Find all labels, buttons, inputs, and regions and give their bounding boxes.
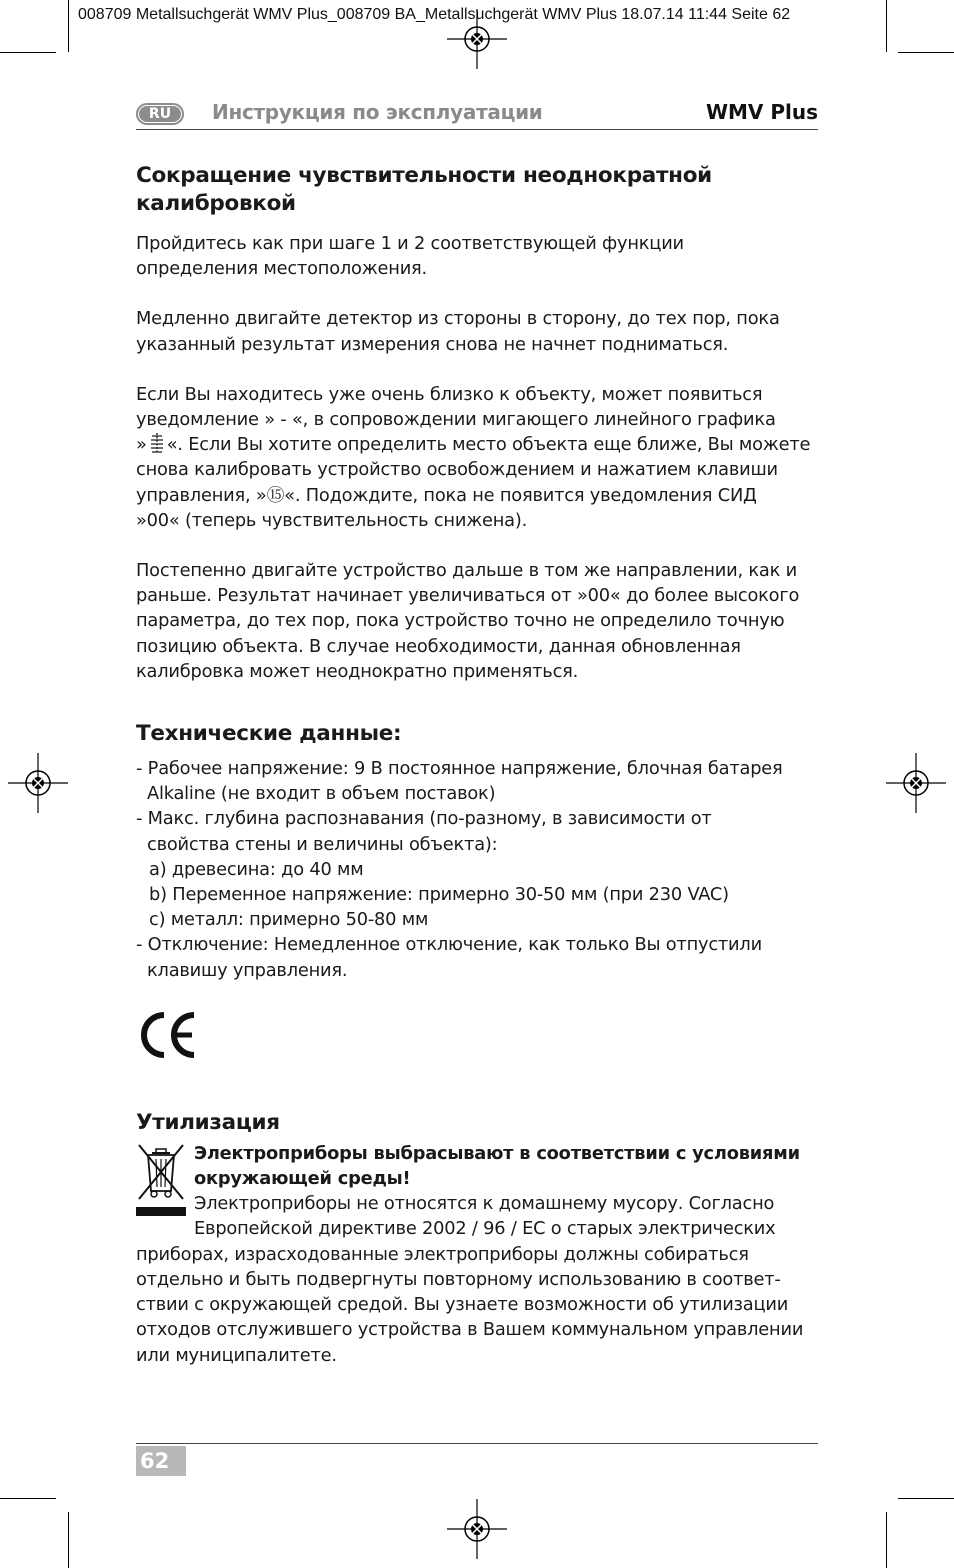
list-item [136,806,820,856]
registration-mark-icon [447,1499,507,1559]
sub-item: b) Переменное напряжение: примерно 30-50 мм (при 230 VAC) [149,884,729,906]
text-line: уведомление » - «, в сопровождении мигающего линейного графика [136,409,776,431]
footer-rule [136,1443,818,1444]
text-line: Если Вы находитесь уже очень близко к объекту, может появиться [136,383,763,405]
sub-item: c) металл: примерно 50-80 мм [149,909,429,931]
text-line: - Рабочее напряжение: 9 В постоянное напряжение, блочная батарея [136,758,783,780]
disposal-block [136,1141,820,1368]
language-badge: RU [136,103,184,125]
header-title: Инструкция по эксплуатации [212,100,543,124]
text-line: раньше. Результат начинает увеличиваться от »00« до более высокого [136,585,800,607]
text-line: Электроприборы не относятся к домашнему мусору. Согласно [194,1193,775,1215]
text-line: параметра, до тех пор, пока устройство точно не определило точную [136,610,785,632]
text-line: калибровка может неоднократно применяться. [136,660,579,682]
paragraph [136,306,820,356]
section-heading-tech-data: Технические данные: [136,721,402,747]
text-fragment: «. Если Вы хотите определить место объекта еще ближе, Вы можете [166,434,811,456]
bar-graph-icon [147,433,167,453]
crop-mark [0,52,56,53]
text-line: - Отключение: Немедленное отключение, как только Вы отпустили [136,934,762,956]
crop-mark [898,52,954,53]
text-line: - Макс. глубина распознавания (по-разному, в зависимости от [136,808,712,830]
text-line: свойства стены и величины объекта): [147,833,498,855]
crossed-bin-icon [136,1141,186,1221]
header-rule [136,129,818,130]
bold-notice: Электроприборы выбрасывают в соответствии с условиями [194,1142,800,1164]
text-line: Пройдитесь как при шаге 1 и 2 соответствующей функции [136,233,684,254]
text-line: определения местоположения. [136,258,428,280]
crop-mark [886,0,887,52]
heading-line: Сокращение чувствительности неоднократной [136,163,712,188]
text-line: клавишу управления. [147,959,348,981]
running-header [136,100,818,130]
crop-mark [68,1512,69,1568]
header-model: WMV Plus [705,100,818,124]
page-footer [136,1443,818,1473]
page-content [136,162,820,1368]
text-line: указанный результат измерения снова не начнет подниматься. [136,333,729,355]
paragraph [136,558,820,684]
text-line: приборах, израсходованные электроприборы должны собираться [136,1243,749,1265]
text-line: Медленно двигайте детектор из стороны в сторону, до тех пор, пока [136,308,780,330]
registration-mark-icon [8,753,68,813]
section-heading-calibration [136,162,820,218]
text-line: Европейской директиве 2002 / 96 / ЕС о старых электрических [194,1218,776,1240]
registration-mark-icon [886,753,946,813]
bold-notice: окружающей среды! [194,1168,411,1190]
list-item [136,756,820,806]
section-heading-disposal: Утилизация [136,1109,280,1135]
page-number: 62 [136,1446,186,1476]
crop-mark [898,1498,954,1499]
text-line: управления, »⑮«. Подождите, пока не появится уведомления СИД [136,484,757,506]
crop-mark [0,1498,56,1499]
registration-mark-icon [447,9,507,69]
crop-mark [68,0,69,52]
text-line: отходов отслужившего устройства в Вашем коммунальном управлении [136,1319,804,1341]
text-line: ствии с окружающей средой. Вы узнаете возможности об утилизации [136,1294,789,1316]
text-line: »00« (теперь чувствительность снижена). [136,509,528,531]
text-line: отдельно и быть подвергнуты повторному использованию в соответ- [136,1268,781,1290]
sub-item: a) древесина: до 40 мм [149,858,364,880]
crop-mark [886,1512,887,1568]
text-line: позицию объекта. В случае необходимости, данная обновленная [136,635,741,657]
text-line: Постепенно двигайте устройство дальше в том же направлении, как и [136,560,797,582]
ce-mark-icon [136,1005,198,1065]
print-slug: 008709 Metallsuchgerät WMV Plus_008709 BA_Metallsuchgerät WMV Plus 18.07.14 11:44 Seite 62 [78,6,791,23]
list-item [136,932,820,982]
text-line: или муниципалитете. [136,1344,337,1366]
text-line: снова калибровать устройство освобождением и нажатием клавиши [136,459,778,481]
heading-line: калибровкой [136,191,296,216]
paragraph [136,231,820,281]
text-fragment: » [136,434,147,456]
paragraph [136,382,820,533]
text-line: Alkaline (не входит в объем поставок) [147,783,496,805]
